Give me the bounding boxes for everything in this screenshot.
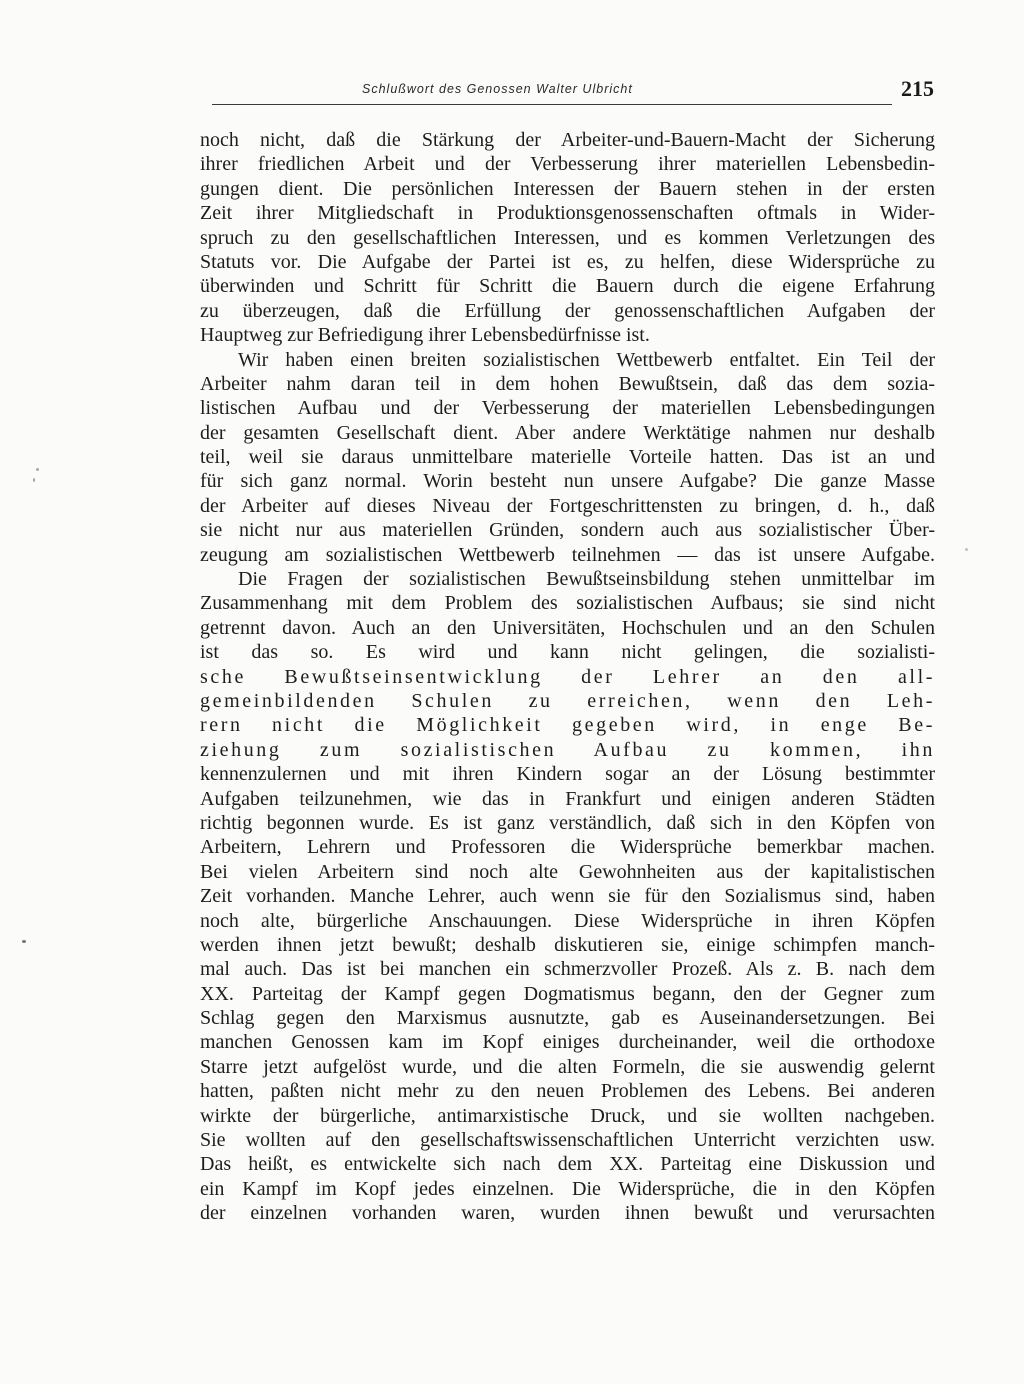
text-line: zeugung am sozialistischen Wettbewerb teilnehmen — das ist unsere Aufgabe. [200,543,935,566]
text-line: Zeit vorhanden. Manche Lehrer, auch wenn sie für den Sozialismus sind, haben [200,885,935,908]
text-line: ist das so. Es wird und kann nicht gelingen, die sozialisti- [200,641,935,664]
paragraph-1 [200,128,935,348]
text-line: listischen Aufbau und der Verbesserung der materiellen Lebensbedingungen [200,397,935,420]
text-line: gungen dient. Die persönlichen Interessen der Bauern stehen in der ersten [200,177,935,200]
text-line: überwinden und Schritt für Schritt die Bauern durch die eigene Erfahrung [200,275,935,298]
scan-speck [22,940,26,943]
text-line: ein Kampf im Kopf jedes einzelnen. Die Widersprüche, die in den Köpfen [200,1177,935,1200]
text-line: der Arbeiter auf dieses Niveau der Fortgeschrittensten zu bringen, d. h., daß [200,494,935,517]
body-text [200,128,935,1226]
text-line-emphasized: gemeinbildenden Schulen zu erreichen, wenn den Leh- [200,689,935,712]
text-line: werden ihnen jetzt bewußt; deshalb diskutieren sie, einige schimpfen manch- [200,933,935,956]
text-line: noch nicht, daß die Stärkung der Arbeiter-und-Bauern-Macht der Sicherung [200,129,935,151]
text-line: Das heißt, es entwickelte sich nach dem XX. Parteitag eine Diskussion und [200,1153,935,1176]
text-line: manchen Genossen kam im Kopf einiges durcheinander, weil die orthodoxe [200,1031,935,1054]
text-line-emphasized: rern nicht die Möglichkeit gegeben wird, in enge Be- [200,714,935,737]
text-line: Sie wollten auf den gesellschaftswissenschaftlichen Unterricht verzichten usw. [200,1129,935,1152]
text-line: Zeit ihrer Mitgliedschaft in Produktionsgenossenschaften oftmals in Wider- [200,202,935,225]
scan-speck [965,548,968,551]
text-line: sie nicht nur aus materiellen Gründen, sondern auch aus sozialistischer Über- [200,519,935,542]
running-header-title: Schlußwort des Genossen Walter Ulbricht [362,82,633,96]
text-line: der gesamten Gesellschaft dient. Aber andere Werktätige nahmen nur deshalb [200,421,935,444]
paragraph-2 [200,348,935,568]
text-line: kennenzulernen und mit ihren Kindern sogar an der Lösung bestimmter [200,763,935,786]
header-rule [212,104,892,105]
text-line: Arbeitern, Lehrern und Professoren die Widersprüche bemerkbar machen. [200,836,935,859]
text-line-emphasized: sche Bewußtseinsentwicklung der Lehrer an den all- [200,665,935,688]
text-line: Aufgaben teilzunehmen, wie das in Frankfurt und einigen anderen Städten [200,787,935,810]
running-header [212,78,936,108]
text-line: zu überzeugen, daß die Erfüllung der genossenschaftlichen Aufgaben der [200,299,935,322]
text-line: Zusammenhang mit dem Problem des sozialistischen Aufbaus; sie sind nicht [200,592,935,615]
text-line: wirkte der bürgerliche, antimarxistische Druck, und sie wollten nachgeben. [200,1104,935,1127]
text-line-emphasized: ziehung zum sozialistischen Aufbau zu kommen, ihn [200,738,935,761]
text-line: spruch zu den gesellschaftlichen Interessen, und es kommen Verletzungen des [200,226,935,249]
text-line: getrennt davon. Auch an den Universitäten, Hochschulen und an den Schulen [200,616,935,639]
text-line: ihrer friedlichen Arbeit und der Verbesserung ihrer materiellen Lebensbedin- [200,153,935,176]
paragraph-3 [200,567,935,1226]
text-line: teil, weil sie daraus unmittelbare materielle Vorteile hatten. Das ist an und [200,446,935,469]
text-line: XX. Parteitag der Kampf gegen Dogmatismus begann, den der Gegner zum [200,982,935,1005]
text-line: richtig begonnen wurde. Es ist ganz verständlich, daß sich in den Köpfen von [200,811,935,834]
scan-speck [33,478,35,482]
text-line: mal auch. Das ist bei manchen ein schmerzvoller Prozeß. Als z. B. nach dem [200,958,935,981]
text-line: noch alte, bürgerliche Anschauungen. Diese Widersprüche in ihren Köpfen [200,909,935,932]
text-line: Schlag gegen den Marxismus ausnutzte, gab es Auseinandersetzungen. Bei [200,1007,935,1030]
text-line: Hauptweg zur Befriedigung ihrer Lebensbedürfnisse ist. [200,324,650,347]
text-line: hatten, paßten nicht mehr zu den neuen Problemen des Lebens. Bei anderen [200,1080,935,1103]
page-number: 215 [901,76,934,101]
scan-speck [36,468,39,471]
text-line: der einzelnen vorhanden waren, wurden ihnen bewußt und verursachten [200,1202,935,1225]
text-line: Die Fragen der sozialistischen Bewußtseinsbildung stehen unmittelbar im [238,568,935,591]
text-line: Bei vielen Arbeitern sind noch alte Gewohnheiten aus der kapitalistischen [200,860,935,883]
text-line: Statuts vor. Die Aufgabe der Partei ist es, zu helfen, diese Widersprüche zu [200,250,935,273]
text-line: Wir haben einen breiten sozialistischen Wettbewerb entfaltet. Ein Teil der [238,348,935,371]
text-line: Arbeiter nahm daran teil in dem hohen Bewußtsein, daß das dem sozia- [200,372,935,395]
text-line: Starre jetzt aufgelöst wurde, und die alten Formeln, die sie auswendig gelernt [200,1055,935,1078]
text-line: für sich ganz normal. Worin besteht nun unsere Aufgabe? Die ganze Masse [200,470,935,493]
